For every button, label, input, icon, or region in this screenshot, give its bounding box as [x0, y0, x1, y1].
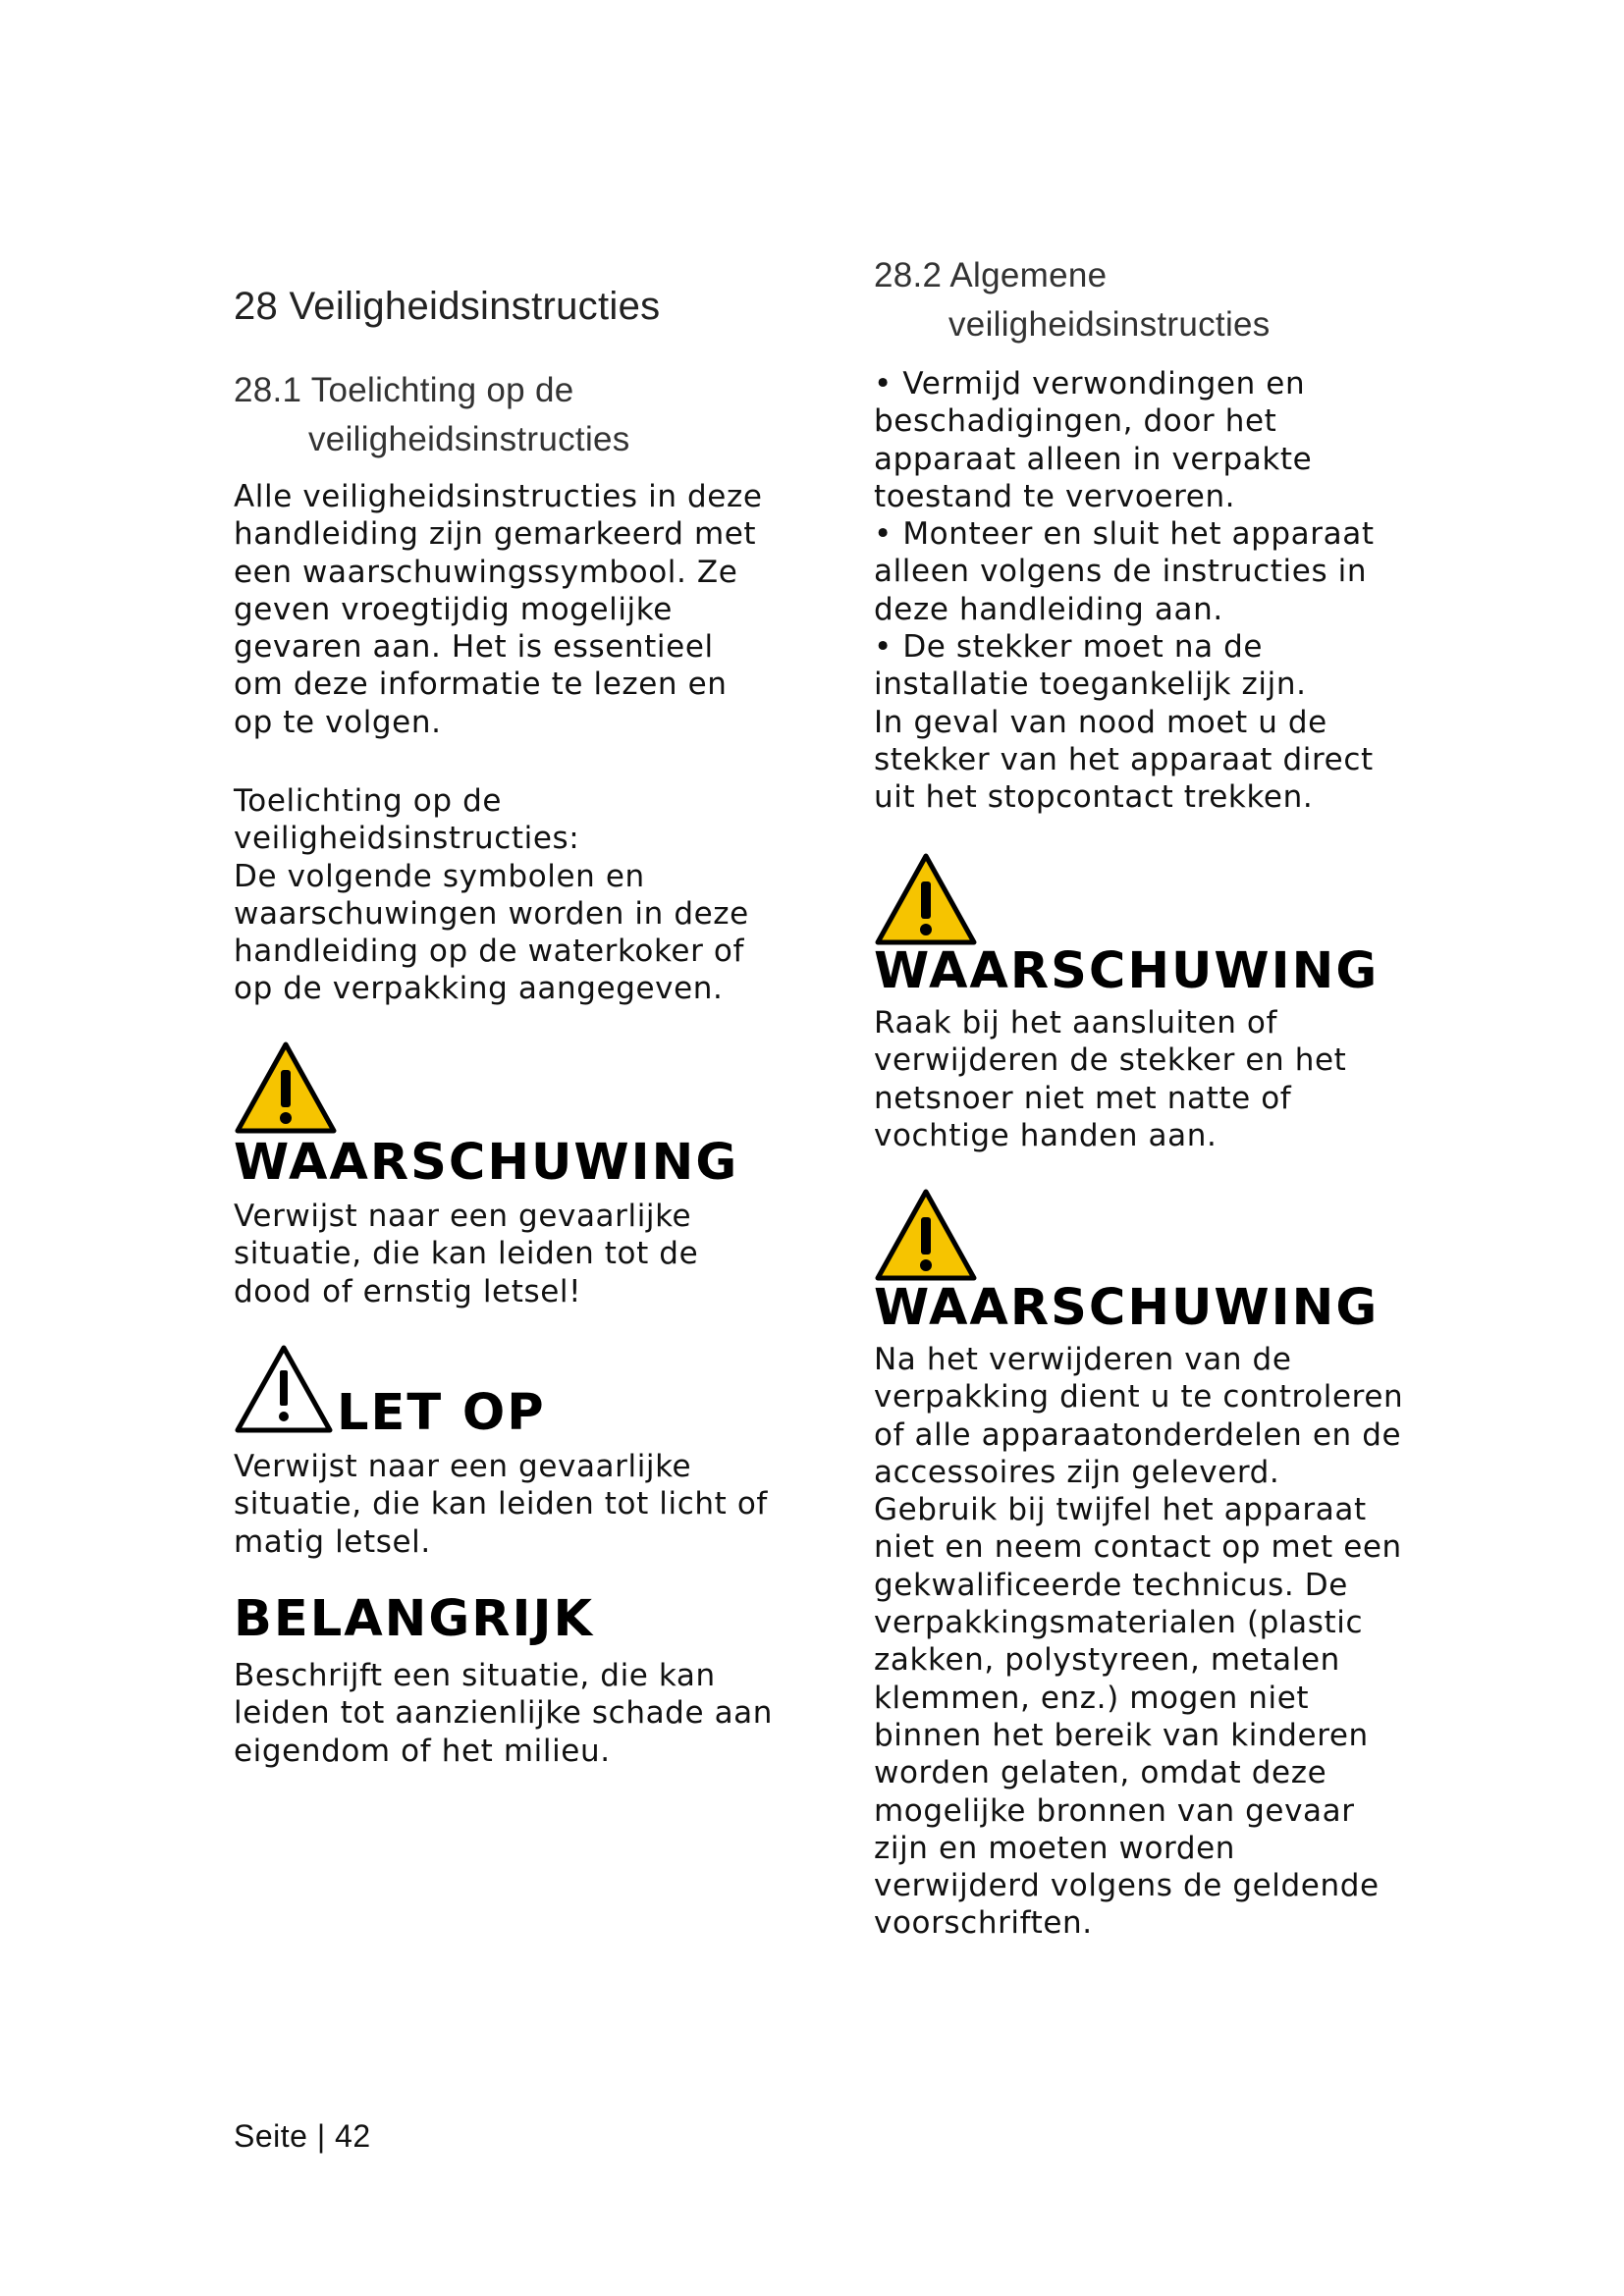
warning-text: Verwijst naar een gevaarlijke situatie, die kan leiden tot de dood of ernstig letsel! — [234, 1199, 699, 1309]
subsection-heading-line2: veiligheidsinstructies — [948, 305, 1271, 344]
warning-triangle-icon — [234, 1041, 338, 1135]
warning-title: WAARSCHUWING — [234, 1134, 739, 1192]
subsection-heading-line2: veiligheidsinstructies — [308, 420, 630, 458]
subsection-heading-line1: 28.2 Algemene — [874, 256, 1108, 294]
warning-triangle-icon — [874, 1188, 978, 1282]
warning-triangle-icon — [874, 852, 978, 946]
caution-title: LET OP — [337, 1384, 546, 1442]
intro-paragraph: Alle veiligheidsinstructies in deze handleiding zijn gemarkeerd met een waarschuwingssymbool. Ze geven vroegtijdig mogelijke gevaren aan. Het is essentieel om deze informatie te lezen en op te volgen. — [234, 479, 763, 740]
general-instructions-list: • Vermijd verwondingen en beschadigingen, door het apparaat alleen in verpakte toestand te vervoeren. • Monteer en sluit het apparaat alleen volgens de instructies in deze handleiding aan. • De stekker moet na de installatie toegankelijk zijn. In geval van nood moet u de stekker van het apparaat direct uit het stopcontact trekken. — [874, 366, 1375, 816]
warning-text-2: Na het verwijderen van de verpakking dient u te controleren of alle apparaatonderdelen en de accessoires zijn geleverd. Gebruik bij twijfel het apparaat niet en neem contact op met een gekwalificeerde technicus. De verpakkingsmaterialen (plastic zakken, polystyreen, metalen klemmen, enz.) mogen niet binnen het bereik van kinderen worden gelaten, omdat deze mogelijke bronnen van gevaar zijn en moeten worden verwijderd volgens de geldende voorschriften. — [874, 1342, 1404, 1942]
explanation-paragraph: Toelichting op de veiligheidsinstructies: De volgende symbolen en waarschuwingen worden in deze handleiding op de waterkoker of op de verpakking aangegeven. — [234, 783, 749, 1007]
subsection-heading-28-1 — [234, 366, 630, 464]
page-number: Seite | 42 — [234, 2118, 371, 2154]
section-heading: 28 Veiligheidsinstructies — [234, 285, 661, 328]
important-title: BELANGRIJK — [234, 1590, 594, 1648]
warning-title-1: WAARSCHUWING — [874, 942, 1380, 1000]
subsection-heading-28-2 — [874, 251, 1271, 349]
important-text: Beschrijft een situatie, die kan leiden tot aanzienlijke schade aan eigendom of het milieu. — [234, 1658, 774, 1769]
warning-title-2: WAARSCHUWING — [874, 1279, 1380, 1337]
warning-text-1: Raak bij het aansluiten of verwijderen de stekker en het netsnoer niet met natte of vochtige handen aan. — [874, 1005, 1347, 1153]
caution-triangle-icon — [234, 1343, 334, 1435]
caution-text: Verwijst naar een gevaarlijke situatie, die kan leiden tot licht of matig letsel. — [234, 1449, 768, 1560]
subsection-heading-line1: 28.1 Toelichting op de — [234, 371, 574, 409]
